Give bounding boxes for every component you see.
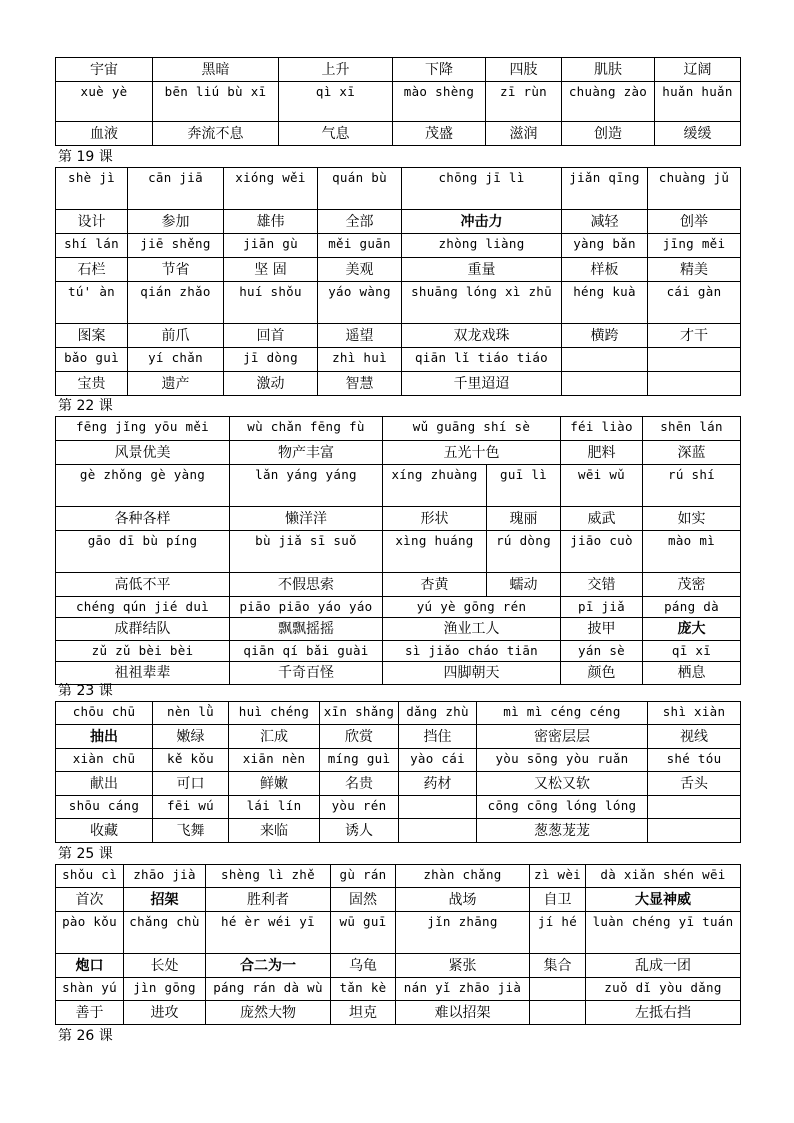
pinyin-cell: hé èr wéi yī [206, 912, 331, 954]
word-cell: 双龙戏珠 [402, 324, 562, 348]
pinyin-cell: qiān qí bǎi guài [230, 641, 383, 662]
word-cell: 庞然大物 [206, 1001, 331, 1025]
word-cell: 挡住 [399, 725, 477, 749]
lesson-22-table-b [55, 464, 741, 597]
word-cell: 渔业工人 [383, 618, 561, 641]
pinyin-cell: xíng zhuàng [383, 465, 487, 507]
pinyin-cell: páng rán dà wù [206, 978, 331, 1001]
lesson-heading: 第 26 课 [58, 1028, 113, 1044]
word-cell: 鲜嫩 [229, 772, 320, 796]
pinyin-cell: yòu rén [320, 796, 399, 819]
word-cell: 嫩绿 [153, 725, 229, 749]
word-cell: 冲击力 [402, 210, 562, 234]
word-cell: 招架 [124, 888, 206, 912]
pinyin-cell: quán bù [318, 168, 402, 210]
word-cell: 宝贵 [56, 372, 128, 396]
word-cell: 回首 [224, 324, 318, 348]
word-cell: 来临 [229, 819, 320, 843]
pinyin-cell: zuǒ dǐ yòu dǎng [586, 978, 741, 1001]
lesson-heading: 第 22 课 [58, 398, 113, 414]
lesson-heading: 第 19 课 [58, 149, 113, 165]
pinyin-cell: jiǎn qīng [562, 168, 648, 210]
pinyin-cell: jiān gù [224, 234, 318, 258]
pinyin-cell: piāo piāo yáo yáo [230, 597, 383, 618]
vocab-table-lesson-23 [55, 701, 740, 843]
word-cell: 肌肤 [562, 58, 655, 82]
word-cell: 献出 [56, 772, 153, 796]
word-cell: 宇宙 [56, 58, 153, 82]
word-cell: 滋润 [486, 122, 562, 146]
word-cell: 胜利者 [206, 888, 331, 912]
word-cell: 遗产 [128, 372, 224, 396]
word-cell: 气息 [279, 122, 393, 146]
word-cell: 物产丰富 [230, 441, 383, 465]
pinyin-cell: wēi wǔ [561, 465, 643, 507]
word-cell: 飞舞 [153, 819, 229, 843]
pinyin-cell: rú dòng [487, 531, 561, 573]
pinyin-cell: chōng jī lì [402, 168, 562, 210]
word-cell: 威武 [561, 507, 643, 531]
pinyin-cell: chéng qún jié duì [56, 597, 230, 618]
word-cell: 横跨 [562, 324, 648, 348]
pinyin-cell: chuàng zào [562, 82, 655, 122]
pinyin-cell: jǐn zhāng [396, 912, 530, 954]
pinyin-cell: jī dòng [224, 348, 318, 372]
word-cell: 深蓝 [643, 441, 741, 465]
pinyin-cell: mào mì [643, 531, 741, 573]
pinyin-cell: qiān lǐ tiáo tiáo [402, 348, 562, 372]
pinyin-cell: qī xī [643, 641, 741, 662]
pinyin-cell: qián zhǎo [128, 282, 224, 324]
pinyin-cell: yòu sōng yòu ruǎn [477, 749, 648, 772]
empty-cell [399, 819, 477, 843]
word-cell: 创造 [562, 122, 655, 146]
pinyin-cell: fēng jǐng yōu měi [56, 417, 230, 441]
pinyin-cell: shè jì [56, 168, 128, 210]
pinyin-cell: huǎn huǎn [655, 82, 741, 122]
pinyin-cell: shuāng lóng xì zhū [402, 282, 562, 324]
pinyin-cell: jīng měi [648, 234, 741, 258]
word-cell: 肥料 [561, 441, 643, 465]
word-cell: 汇成 [229, 725, 320, 749]
word-cell: 雄伟 [224, 210, 318, 234]
word-cell: 瑰丽 [487, 507, 561, 531]
empty-cell [648, 348, 741, 372]
word-cell: 坚 固 [224, 258, 318, 282]
empty-cell [562, 348, 648, 372]
word-cell: 四肢 [486, 58, 562, 82]
pinyin-cell: xiān nèn [229, 749, 320, 772]
word-cell: 美观 [318, 258, 402, 282]
word-cell: 全部 [318, 210, 402, 234]
word-cell: 千里迢迢 [402, 372, 562, 396]
pinyin-cell: shōu cáng [56, 796, 153, 819]
pinyin-cell: zhāo jià [124, 865, 206, 888]
word-cell: 名贵 [320, 772, 399, 796]
word-cell: 奔流不息 [153, 122, 279, 146]
pinyin-cell: yán sè [561, 641, 643, 662]
pinyin-cell: xióng wěi [224, 168, 318, 210]
pinyin-cell: huí shǒu [224, 282, 318, 324]
word-cell: 难以招架 [396, 1001, 530, 1025]
word-cell: 紧张 [396, 954, 530, 978]
word-cell: 高低不平 [56, 573, 230, 597]
lesson-heading: 第 23 课 [58, 683, 113, 699]
pinyin-cell: yáo wàng [318, 282, 402, 324]
word-cell: 形状 [383, 507, 487, 531]
pinyin-cell: yú yè gōng rén [383, 597, 561, 618]
word-cell: 样板 [562, 258, 648, 282]
pinyin-cell: shé tóu [648, 749, 741, 772]
pinyin-cell: bǎo guì [56, 348, 128, 372]
word-cell: 杏黄 [383, 573, 487, 597]
pinyin-cell: bù jiǎ sī suǒ [230, 531, 383, 573]
pinyin-cell: chǎng chù [124, 912, 206, 954]
word-cell: 首次 [56, 888, 124, 912]
word-cell: 不假思索 [230, 573, 383, 597]
word-cell: 又松又软 [477, 772, 648, 796]
word-cell: 设计 [56, 210, 128, 234]
pinyin-cell: zhàn chǎng [396, 865, 530, 888]
word-cell: 上升 [279, 58, 393, 82]
word-cell: 飘飘摇摇 [230, 618, 383, 641]
word-cell: 茂密 [643, 573, 741, 597]
pinyin-cell: féi liào [561, 417, 643, 441]
word-cell: 遥望 [318, 324, 402, 348]
word-cell: 参加 [128, 210, 224, 234]
pinyin-cell: mì mì céng céng [477, 702, 648, 725]
pinyin-cell: tú' àn [56, 282, 128, 324]
pinyin-cell: jiāo cuò [561, 531, 643, 573]
word-cell: 视线 [648, 725, 741, 749]
pinyin-cell: xuè yè [56, 82, 153, 122]
pinyin-cell: sì jiǎo cháo tiān [383, 641, 561, 662]
word-cell: 风景优美 [56, 441, 230, 465]
pinyin-cell: jiē shěng [128, 234, 224, 258]
pinyin-cell: xìng huáng [383, 531, 487, 573]
word-cell: 可口 [153, 772, 229, 796]
pinyin-cell: páng dà [643, 597, 741, 618]
pinyin-cell: pào kǒu [56, 912, 124, 954]
empty-cell [648, 796, 741, 819]
word-cell: 合二为一 [206, 954, 331, 978]
pinyin-cell: cái gàn [648, 282, 741, 324]
pinyin-cell: nèn lǜ [153, 702, 229, 725]
word-cell: 栖息 [643, 662, 741, 685]
vocab-table-lesson-25 [55, 864, 740, 1025]
pinyin-cell: tǎn kè [331, 978, 396, 1001]
word-cell: 固然 [331, 888, 396, 912]
word-cell: 石栏 [56, 258, 128, 282]
vocab-table-lesson-19 [55, 167, 740, 396]
word-cell: 欣赏 [320, 725, 399, 749]
word-cell: 大显神威 [586, 888, 741, 912]
pinyin-cell: mào shèng [393, 82, 486, 122]
pinyin-cell: xīn shǎng [320, 702, 399, 725]
pinyin-cell: shèng lì zhě [206, 865, 331, 888]
pinyin-cell: dǎng zhù [399, 702, 477, 725]
word-cell: 缓缓 [655, 122, 741, 146]
word-cell: 炮口 [56, 954, 124, 978]
word-cell: 自卫 [530, 888, 586, 912]
word-cell: 药材 [399, 772, 477, 796]
pinyin-cell: zī rùn [486, 82, 562, 122]
word-cell: 乌龟 [331, 954, 396, 978]
pinyin-cell: zhòng liàng [402, 234, 562, 258]
pinyin-cell: shēn lán [643, 417, 741, 441]
pinyin-cell: yí chǎn [128, 348, 224, 372]
pinyin-cell: guī lì [487, 465, 561, 507]
word-cell: 坦克 [331, 1001, 396, 1025]
pinyin-cell: yào cái [399, 749, 477, 772]
pinyin-cell: dà xiǎn shén wēi [586, 865, 741, 888]
word-cell: 进攻 [124, 1001, 206, 1025]
word-cell: 辽阔 [655, 58, 741, 82]
word-cell: 图案 [56, 324, 128, 348]
word-cell: 蠕动 [487, 573, 561, 597]
word-cell: 乱成一团 [586, 954, 741, 978]
pinyin-cell: jí hé [530, 912, 586, 954]
word-cell: 血液 [56, 122, 153, 146]
word-cell: 颜色 [561, 662, 643, 685]
word-cell: 披甲 [561, 618, 643, 641]
empty-cell [530, 978, 586, 1001]
word-cell: 智慧 [318, 372, 402, 396]
pinyin-cell: huì chéng [229, 702, 320, 725]
pinyin-cell: gāo dī bù píng [56, 531, 230, 573]
empty-cell [648, 819, 741, 843]
pinyin-cell: shǒu cì [56, 865, 124, 888]
pinyin-cell: jìn gōng [124, 978, 206, 1001]
word-cell: 才干 [648, 324, 741, 348]
pinyin-cell: bēn liú bù xī [153, 82, 279, 122]
pinyin-cell: fēi wú [153, 796, 229, 819]
empty-cell [648, 372, 741, 396]
pinyin-cell: míng guì [320, 749, 399, 772]
pinyin-cell: cōng cōng lóng lóng [477, 796, 648, 819]
pinyin-cell: chōu chū [56, 702, 153, 725]
word-cell: 战场 [396, 888, 530, 912]
pinyin-cell: cān jiā [128, 168, 224, 210]
pinyin-cell: héng kuà [562, 282, 648, 324]
pinyin-cell: lái lín [229, 796, 320, 819]
empty-cell [562, 372, 648, 396]
vocab-table-top [55, 57, 740, 146]
word-cell: 重量 [402, 258, 562, 282]
word-cell: 五光十色 [383, 441, 561, 465]
pinyin-cell: měi guān [318, 234, 402, 258]
lesson-22-table-c [55, 596, 741, 685]
pinyin-cell: zǔ zǔ bèi bèi [56, 641, 230, 662]
pinyin-cell: pī jiǎ [561, 597, 643, 618]
word-cell: 减轻 [562, 210, 648, 234]
pinyin-cell: shì xiàn [648, 702, 741, 725]
word-cell: 庞大 [643, 618, 741, 641]
pinyin-cell: shàn yú [56, 978, 124, 1001]
pinyin-cell: qì xī [279, 82, 393, 122]
pinyin-cell: gù rán [331, 865, 396, 888]
word-cell: 千奇百怪 [230, 662, 383, 685]
word-cell: 收藏 [56, 819, 153, 843]
word-cell: 善于 [56, 1001, 124, 1025]
pinyin-cell: wǔ guāng shí sè [383, 417, 561, 441]
word-cell: 密密层层 [477, 725, 648, 749]
pinyin-cell: shí lán [56, 234, 128, 258]
pinyin-cell: xiàn chū [56, 749, 153, 772]
pinyin-cell: yàng bǎn [562, 234, 648, 258]
word-cell: 激动 [224, 372, 318, 396]
vocab-table-lesson-22 [55, 416, 740, 685]
word-cell: 黑暗 [153, 58, 279, 82]
word-cell: 交错 [561, 573, 643, 597]
word-cell: 集合 [530, 954, 586, 978]
empty-cell [399, 796, 477, 819]
word-cell: 如实 [643, 507, 741, 531]
word-cell: 各种各样 [56, 507, 230, 531]
word-cell: 节省 [128, 258, 224, 282]
pinyin-cell: wū guī [331, 912, 396, 954]
pinyin-cell: luàn chéng yī tuán [586, 912, 741, 954]
pinyin-cell: chuàng jǔ [648, 168, 741, 210]
word-cell: 抽出 [56, 725, 153, 749]
word-cell: 创举 [648, 210, 741, 234]
pinyin-cell: rú shí [643, 465, 741, 507]
word-cell: 长处 [124, 954, 206, 978]
pinyin-cell: lǎn yáng yáng [230, 465, 383, 507]
word-cell: 左抵右挡 [586, 1001, 741, 1025]
pinyin-cell: kě kǒu [153, 749, 229, 772]
pinyin-cell: zhì huì [318, 348, 402, 372]
word-cell: 前爪 [128, 324, 224, 348]
word-cell: 舌头 [648, 772, 741, 796]
word-cell: 祖祖辈辈 [56, 662, 230, 685]
empty-cell [530, 1001, 586, 1025]
pinyin-cell: gè zhǒng gè yàng [56, 465, 230, 507]
word-cell: 四脚朝天 [383, 662, 561, 685]
word-cell: 茂盛 [393, 122, 486, 146]
lesson-22-table-a [55, 416, 741, 465]
word-cell: 葱葱茏茏 [477, 819, 648, 843]
lesson-heading: 第 25 课 [58, 846, 113, 862]
pinyin-cell: nán yǐ zhāo jià [396, 978, 530, 1001]
word-cell: 成群结队 [56, 618, 230, 641]
pinyin-cell: zì wèi [530, 865, 586, 888]
word-cell: 懒洋洋 [230, 507, 383, 531]
word-cell: 精美 [648, 258, 741, 282]
word-cell: 下降 [393, 58, 486, 82]
word-cell: 诱人 [320, 819, 399, 843]
pinyin-cell: wù chǎn fēng fù [230, 417, 383, 441]
